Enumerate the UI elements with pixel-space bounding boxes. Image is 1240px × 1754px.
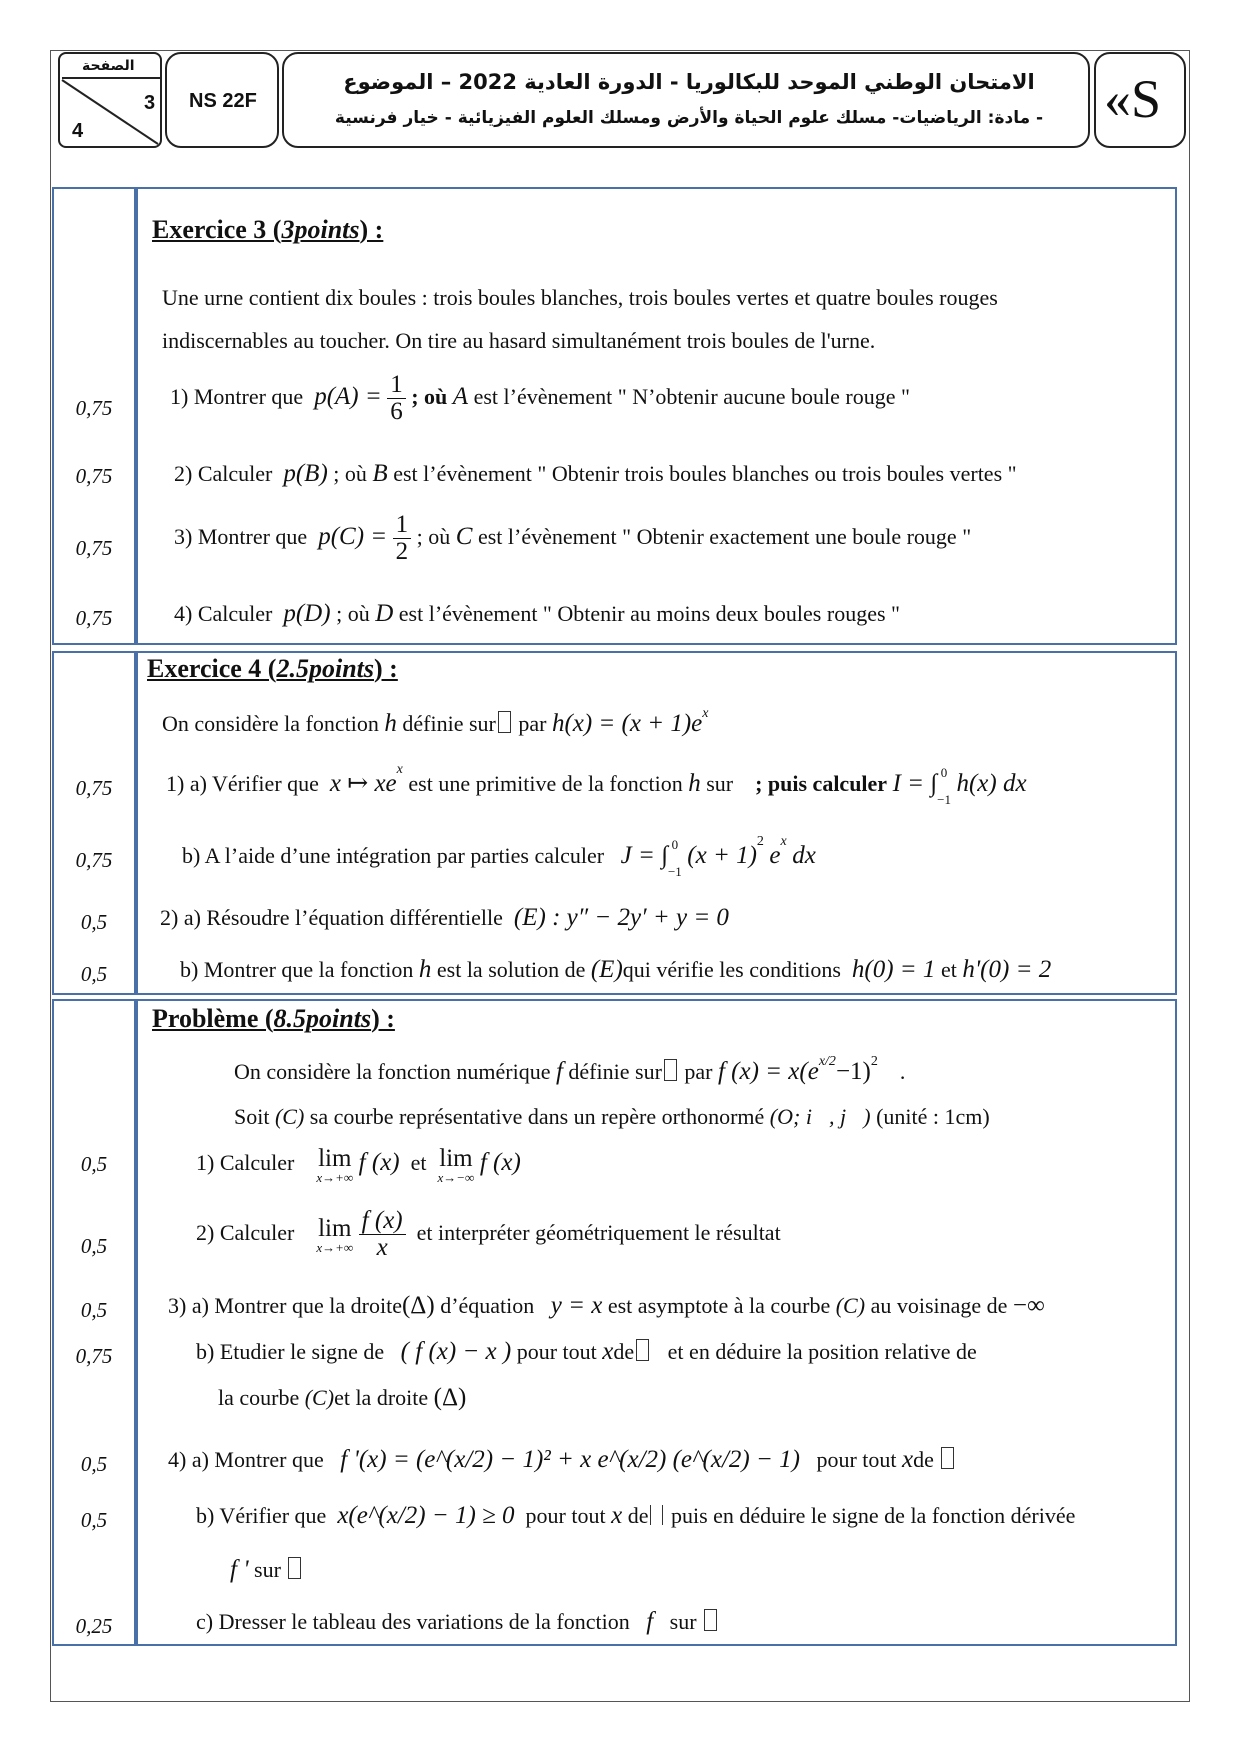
ex4-q2b-c1: h(0) = 1: [851, 956, 936, 983]
ex3-q3-pre: 3) Montrer que: [174, 523, 308, 549]
real-set-glyph: [288, 1557, 301, 1579]
ex4-q1a-exp: x: [396, 762, 403, 777]
prob-q3b-line2-mid: et la droite: [334, 1385, 429, 1410]
ex4-q2b-pre: b) Montrer que la fonction: [180, 957, 414, 982]
ex3-q2-pre: 2) Calculer: [174, 461, 273, 486]
ex3-q3-mid: ; où: [416, 523, 451, 549]
ex4-q1a-mid: est une primitive de la fonction: [408, 771, 683, 797]
prob-q4b-line2-sur: sur: [254, 1557, 281, 1582]
prob-q1: [196, 1146, 521, 1184]
ex3-q2-lhs: p(B): [283, 460, 328, 487]
ex3-q1: [170, 372, 910, 426]
prob-q2-num: f (x): [359, 1208, 406, 1235]
ex4-q2b-E: (E): [590, 956, 623, 983]
prob-q1-lim1: [316, 1146, 353, 1184]
ex4-q2b-et: et: [940, 957, 957, 982]
prob-q4b-de: de: [627, 1503, 649, 1528]
ex3-q1-lhs: p(A) =: [314, 382, 382, 410]
ex4-q1a-integrand: h(x) dx: [956, 770, 1027, 798]
prob-q2-lim-word: lim: [318, 1214, 352, 1242]
real-set-glyph: [636, 1339, 649, 1361]
real-set-glyph: [664, 1059, 677, 1081]
page-current: 3: [144, 92, 156, 114]
ex4-q1b-dx: dx: [792, 842, 816, 870]
ex4-q1a-points: 0,75: [75, 776, 113, 800]
ex3-q4-var: D: [375, 600, 394, 627]
ex3-q2: [174, 460, 1017, 488]
ex3-q4-lhs: p(D): [283, 600, 331, 627]
ex4-q1b-pre: b) A l’aide d’une intégration par parties calculer: [182, 843, 605, 869]
prob-q4a-points: 0,5: [80, 1452, 108, 1476]
ex4-content-box: [136, 651, 1177, 995]
prob-intro1-var: f: [555, 1058, 563, 1085]
prob-q3a-end: au voisinage de: [870, 1293, 1008, 1318]
ex4-q1a-bounds: [937, 766, 951, 806]
prob-q2-lim-sub: x→+∞: [316, 1239, 354, 1255]
prob-q4b-post: puis en déduire le signe de la fonction dérivée: [670, 1503, 1076, 1528]
prob-q3b-post: et en déduire la position relative de: [667, 1339, 977, 1364]
ex4-title-end: ) :: [374, 654, 398, 683]
ex4-q1b-integrand: (x + 1): [687, 842, 757, 870]
ex4-q1a-map: x ↦ xe: [329, 770, 397, 798]
ex3-q3: [174, 512, 971, 566]
prob-q4b-x: x: [611, 1502, 623, 1529]
prob-q4c-sur: sur: [669, 1609, 697, 1634]
prob-title-end: ) :: [371, 1004, 395, 1033]
prob-q4c: [196, 1608, 719, 1636]
prob-intro2-frame: (O; i⃗, j⃗): [769, 1104, 871, 1129]
ex4-q1a-top: 0: [940, 765, 948, 780]
prob-q4b-points: 0,5: [80, 1508, 108, 1532]
ex4-q1b-bounds: [668, 838, 682, 878]
ex4-q2b-c2: h'(0) = 2: [962, 956, 1052, 983]
ex4-intro-par: par: [518, 711, 547, 736]
ex3-q2-mid: ; où: [333, 461, 367, 486]
ex3-q1-pre: 1) Montrer que: [170, 383, 304, 409]
prob-q1-lim2-word: lim: [439, 1145, 473, 1172]
ex4-q2b-points: 0,5: [80, 962, 108, 986]
ex3-q4-pre: 4) Calculer: [174, 601, 273, 626]
ex3-title-text: Exercice 3 (: [152, 215, 282, 244]
ex4-q1b: [182, 834, 816, 879]
ex4-q2a-eq: (E) : y″ − 2y′ + y = 0: [513, 904, 729, 931]
prob-q1-points: 0,5: [80, 1152, 108, 1176]
prob-q3a-inf: −∞: [1012, 1292, 1045, 1319]
ex3-q1-post: est l’évènement " N’obtenir aucune boule rouge ": [473, 383, 910, 409]
ex4-q2b-mid: est la solution de: [436, 957, 586, 982]
prob-q4a-de: de: [913, 1447, 934, 1472]
ex3-q3-den: 2: [395, 538, 409, 566]
ex3-q1-num: 1: [387, 372, 406, 399]
ex4-intro-formula: h(x) = (x + 1)e: [551, 710, 703, 737]
ex3-q2-var: B: [372, 460, 388, 487]
real-set-glyph: [650, 1505, 663, 1525]
prob-q1-lim2-sub: x→−∞: [437, 1170, 475, 1185]
prob-q3b-x: x: [602, 1338, 614, 1365]
ex4-q2b-var: h: [418, 956, 432, 983]
prob-intro2-unit: (unité : 1cm): [876, 1104, 990, 1129]
prob-q4c-points: 0,25: [75, 1614, 113, 1638]
prob-title-text: Problème (: [152, 1004, 274, 1033]
ex4-q1b-top: 0: [671, 837, 679, 852]
prob-q3a-C: (C): [835, 1293, 866, 1318]
title-box: [282, 52, 1090, 148]
title-line-1: الامتحان الوطني الموحد للبكالوريا - الدورة العادية 2022 – الموضوع: [343, 70, 1035, 94]
prob-q2-lim: [316, 1216, 353, 1254]
ex3-q1-var: A: [452, 382, 469, 410]
prob-q3b-pre: b) Etudier le signe de: [196, 1339, 385, 1364]
prob-q3a-points: 0,5: [80, 1298, 108, 1322]
prob-intro1-pre: On considère la fonction numérique: [234, 1059, 551, 1084]
ex3-q3-points: 0,75: [75, 536, 113, 560]
ex3-q1-den: 6: [390, 398, 403, 426]
prob-intro1-par: par: [684, 1059, 713, 1084]
ex4-intro-var: h: [384, 710, 397, 737]
prob-intro2-mid: sa courbe représentative dans un repère orthonormé: [309, 1104, 765, 1129]
prob-q4b-line2-f: f ': [230, 1556, 249, 1583]
prob-q1-f2: f (x): [479, 1149, 521, 1177]
prob-q3a-delta: (Δ): [401, 1292, 435, 1319]
ex3-q4-mid: ; où: [336, 601, 370, 626]
prob-q3a-eq: y = x: [550, 1292, 603, 1319]
prob-q4b-pre: b) Vérifier que: [196, 1503, 327, 1528]
ex3-q2-post: est l’évènement " Obtenir trois boules blanches ou trois boules vertes ": [393, 461, 1017, 486]
ex3-intro-line1: Une urne contient dix boules : trois boules blanches, trois boules vertes et quatre boules rouges: [162, 285, 998, 310]
page-label: الصفحة: [82, 58, 135, 74]
prob-q3a: [168, 1292, 1045, 1320]
prob-q4a-post: pour tout: [816, 1447, 897, 1472]
ex3-q3-lhs: p(C) =: [318, 522, 388, 550]
prob-q2-points: 0,5: [80, 1234, 108, 1258]
prob-q1-pre: 1) Calculer: [196, 1150, 295, 1176]
ex4-q2a-pre: 2) a) Résoudre l’équation différentielle: [160, 905, 503, 930]
ex4-q1a-pre: 1) a) Vérifier que: [166, 771, 319, 797]
logo-mark: «S: [1104, 69, 1162, 129]
prob-q4c-f: f: [646, 1608, 654, 1635]
ex4-q1a-then: ; puis calculer: [755, 771, 888, 797]
ex3-q3-num: 1: [393, 512, 412, 539]
ex4-q1b-sq: 2: [756, 834, 764, 849]
prob-q4a-pre: 4) a) Montrer que: [168, 1447, 324, 1472]
ex3-q2-points: 0,75: [75, 464, 113, 488]
prob-intro2: [234, 1104, 990, 1130]
prob-q1-et: et: [410, 1150, 427, 1176]
ex4-q2a: [160, 904, 729, 932]
ex4-points-column: [52, 651, 136, 995]
ex3-q3-post: est l’évènement " Obtenir exactement une boule rouge ": [477, 523, 972, 549]
ex3-q4: [174, 600, 900, 628]
exam-code-box: [165, 52, 279, 148]
ex4-q1a-sur: sur: [706, 771, 734, 797]
prob-q4b-expr: x(e^(x/2) − 1) ≥ 0: [337, 1502, 515, 1529]
page-total: 4: [72, 120, 84, 142]
ex3-q1-mid: ; où: [411, 383, 448, 409]
prob-q4a: [168, 1446, 956, 1474]
prob-q3b-expr: ( f (x) − x ): [400, 1338, 512, 1365]
real-set-glyph: [498, 711, 511, 733]
ex3-title-end: ) :: [359, 215, 384, 244]
ex4-q1a-integral: I = ∫: [892, 770, 938, 798]
ex4-q1b-points: 0,75: [75, 848, 113, 872]
ex4-intro-pre: On considère la fonction: [162, 711, 379, 736]
ex4-intro-mid: définie sur: [402, 711, 496, 736]
prob-title: [152, 1004, 395, 1034]
prob-intro2-C: (C): [274, 1104, 305, 1129]
prob-q3a-post: est asymptote à la courbe: [607, 1293, 831, 1318]
prob-intro1-sq: 2: [870, 1054, 878, 1069]
ex4-title: [147, 654, 398, 684]
ex4-intro-exp: x: [702, 706, 709, 721]
prob-intro1: [234, 1054, 906, 1086]
prob-q2: [196, 1208, 781, 1262]
prob-q2-post: et interpréter géométriquement le résultat: [416, 1219, 781, 1245]
prob-intro2-pre: Soit: [234, 1104, 270, 1129]
ex3-q1-points: 0,75: [75, 396, 113, 420]
ex3-q3-var: C: [455, 522, 473, 550]
ex4-q1b-integral: J = ∫: [620, 842, 668, 870]
prob-q4b: [196, 1502, 1075, 1530]
ex3-q1-fraction: [387, 372, 406, 426]
prob-q3b-line2: [218, 1384, 466, 1412]
ex4-q1b-e: e: [769, 842, 781, 870]
prob-q4b-mid: pour tout: [525, 1503, 606, 1528]
prob-intro1-formula-exp: x/2: [818, 1054, 836, 1069]
ex3-title-points: 3points: [281, 215, 360, 244]
prob-q3b-points: 0,75: [75, 1344, 113, 1368]
prob-intro1-formula-a: f (x) = x(e: [717, 1058, 819, 1085]
title-line-2: - مادة: الرياضيات- مسلك علوم الحياة والأرض ومسلك العلوم الفيزيائية - خيار فرنسية: [334, 108, 1044, 128]
ex3-title: [152, 215, 383, 245]
real-set-glyph: [704, 1609, 717, 1631]
prob-intro1-formula-b: −1): [835, 1058, 871, 1085]
logo-box: [1094, 52, 1186, 148]
prob-q3b-line2-pre: la courbe: [218, 1385, 300, 1410]
exam-code: NS 22F: [189, 90, 257, 112]
ex3-q3-fraction: [393, 512, 412, 566]
ex4-q1a-var: h: [688, 770, 701, 798]
prob-title-points: 8.5points: [273, 1004, 372, 1033]
prob-q1-lim2: [438, 1146, 475, 1184]
prob-q1-f1: f (x): [358, 1149, 400, 1177]
prob-q3b-line2-C: (C): [304, 1385, 335, 1410]
real-set-glyph: [941, 1447, 954, 1469]
prob-q3a-mid: d’équation: [440, 1293, 535, 1318]
prob-q3b-mid: pour tout: [516, 1339, 597, 1364]
prob-q3b-line2-delta: (Δ): [433, 1384, 467, 1411]
ex4-q1a: [166, 762, 1027, 807]
prob-q4a-x: x: [902, 1446, 914, 1473]
ex4-q2b: [180, 956, 1051, 984]
prob-q2-pre: 2) Calculer: [196, 1219, 295, 1245]
prob-q4b-line2: [230, 1556, 303, 1584]
prob-q2-den: x: [376, 1234, 388, 1262]
ex4-q1a-bot: −1: [937, 792, 951, 807]
prob-q1-lim1-word: lim: [318, 1145, 352, 1172]
ex4-intro: [162, 706, 709, 738]
prob-q2-fraction: [359, 1208, 406, 1262]
ex4-title-points: 2.5points: [276, 654, 374, 683]
ex4-q2b-post: qui vérifie les conditions: [622, 957, 841, 982]
prob-q4c-pre: c) Dresser le tableau des variations de la fonction: [196, 1609, 630, 1634]
prob-intro1-mid: définie sur: [568, 1059, 662, 1084]
prob-q3a-pre: 3) a) Montrer que la droite: [168, 1293, 402, 1318]
ex4-q2a-points: 0,5: [80, 910, 108, 934]
prob-intro1-dot: .: [899, 1059, 906, 1084]
ex4-q1b-exp: x: [780, 834, 787, 849]
ex4-title-text: Exercice 4 (: [147, 654, 277, 683]
ex3-intro-line2: indiscernables au toucher. On tire au hasard simultanément trois boules de l'urne.: [162, 328, 876, 353]
prob-q4a-formula: f '(x) = (e^(x/2) − 1)² + x e^(x/2) (e^(x/2) − 1): [340, 1446, 800, 1473]
ex3-q4-post: est l’évènement " Obtenir au moins deux boules rouges ": [398, 601, 900, 626]
ex3-q4-points: 0,75: [75, 606, 113, 630]
ex4-q1b-bot: −1: [667, 864, 682, 879]
prob-content-box: [136, 999, 1177, 1646]
page-number-box: [58, 52, 162, 148]
prob-q3b-de: de: [613, 1339, 635, 1364]
prob-q1-lim1-sub: x→+∞: [316, 1170, 354, 1185]
prob-q3b: [196, 1338, 977, 1366]
